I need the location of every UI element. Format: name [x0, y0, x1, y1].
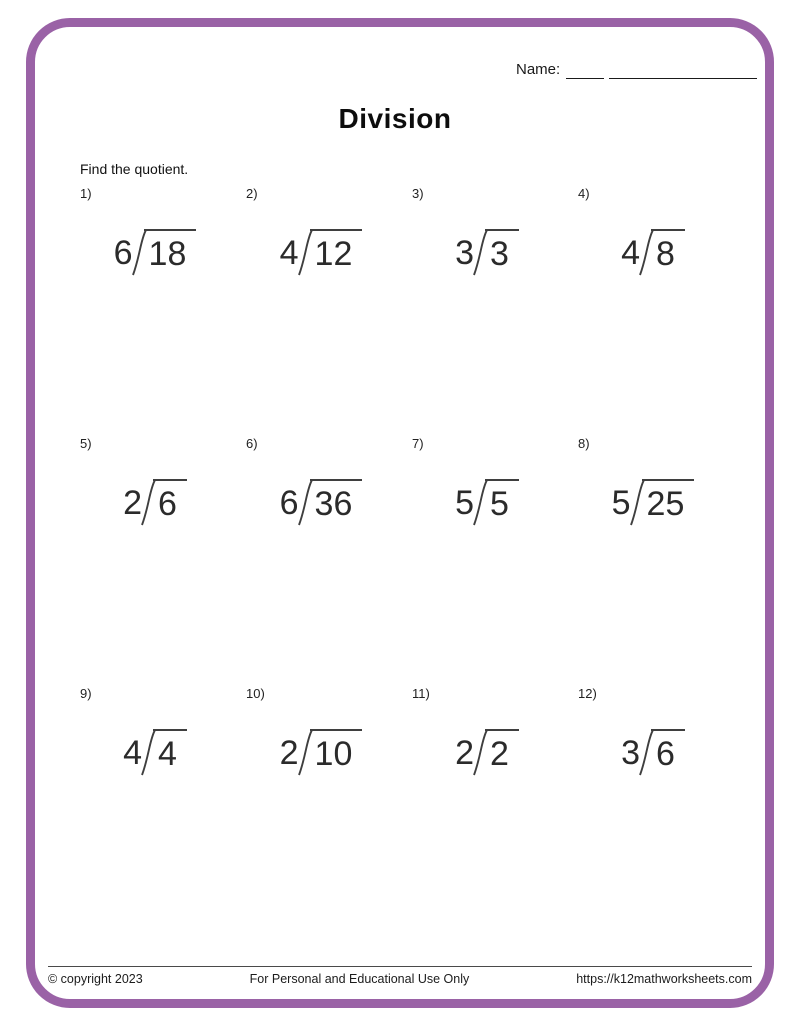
divisor: 6 [279, 484, 299, 522]
problem-10 [246, 686, 412, 936]
dividend: 5 [485, 479, 519, 524]
problems-grid [80, 186, 744, 936]
problem-6 [246, 436, 412, 686]
name-label: Name: [516, 61, 561, 78]
footer-website-url: https://k12mathworksheets.com [576, 972, 752, 986]
problem-5 [80, 436, 246, 686]
divisor: 2 [123, 484, 142, 522]
problem-number: 4) [578, 186, 590, 201]
problem-3 [412, 186, 578, 436]
problem-number: 9) [80, 686, 92, 701]
divisor: 2 [279, 734, 299, 772]
dividend: 10 [310, 729, 363, 774]
problem-number: 3) [412, 186, 424, 201]
problem-number: 5) [80, 436, 92, 451]
problem-9 [80, 686, 246, 936]
dividend: 6 [153, 479, 187, 524]
problem-number: 11) [412, 686, 430, 701]
name-field [516, 61, 757, 79]
divisor: 4 [621, 234, 640, 272]
problem-7 [412, 436, 578, 686]
problem-number: 6) [246, 436, 258, 451]
problem-12 [578, 686, 744, 936]
problem-4 [578, 186, 744, 436]
instruction-text: Find the quotient. [80, 161, 189, 177]
divisor: 3 [621, 734, 640, 772]
divisor: 2 [455, 734, 474, 772]
divisor: 4 [123, 734, 142, 772]
footer [48, 972, 752, 986]
dividend: 18 [144, 229, 197, 274]
problem-number: 2) [246, 186, 258, 201]
footer-usage-note: For Personal and Educational Use Only [249, 972, 470, 986]
problem-8 [578, 436, 744, 686]
problem-1 [80, 186, 246, 436]
dividend: 36 [310, 479, 363, 524]
name-blank-line [609, 63, 757, 79]
footer-divider [48, 966, 752, 967]
problem-2 [246, 186, 412, 436]
dividend: 25 [642, 479, 695, 524]
problem-number: 1) [80, 186, 92, 201]
dividend: 12 [310, 229, 363, 274]
dividend: 8 [651, 229, 685, 274]
divisor: 6 [113, 234, 133, 272]
problem-number: 8) [578, 436, 590, 451]
dividend: 4 [153, 729, 187, 774]
divisor: 3 [455, 234, 474, 272]
name-blank-line [566, 63, 604, 79]
footer-copyright: © copyright 2023 [48, 972, 143, 986]
problem-number: 7) [412, 436, 424, 451]
divisor: 5 [455, 484, 474, 522]
divisor: 5 [611, 484, 631, 522]
page-title: Division [338, 103, 452, 134]
problem-number: 12) [578, 686, 597, 701]
dividend: 2 [485, 729, 519, 774]
divisor: 4 [279, 234, 299, 272]
problem-11 [412, 686, 578, 936]
problem-number: 10) [246, 686, 265, 701]
dividend: 6 [651, 729, 685, 774]
dividend: 3 [485, 229, 519, 274]
